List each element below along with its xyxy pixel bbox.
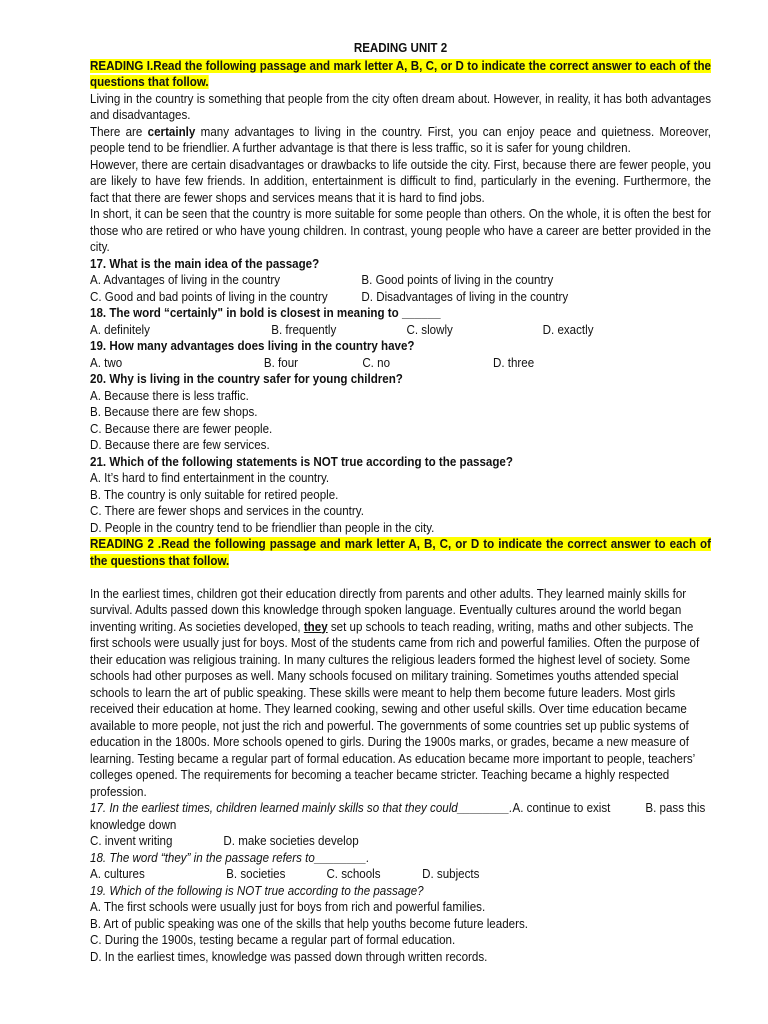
r1-q17-option-b: B. Good points of living in the country <box>361 273 554 287</box>
spacer <box>90 569 711 586</box>
r2-q17-option-b: B. pass this knowledge down <box>90 801 706 832</box>
r2-question-17-line <box>90 800 711 833</box>
reading1-paragraph-2 <box>90 124 711 157</box>
r1-question-21: 21. Which of the following statements is NOT true according to the passage? <box>90 454 513 469</box>
r1-q18-option-d: D. exactly <box>542 322 594 337</box>
r1-q19-option-a: A. two <box>90 355 123 370</box>
r1-q17-options-row-2 <box>90 289 711 306</box>
r1-q17-options-row-1 <box>90 272 711 289</box>
r2-q17-options-row <box>90 833 711 850</box>
r1-q19-option-c: C. no <box>362 355 391 370</box>
r2-question-19: 19. Which of the following is NOT true according to the passage? <box>90 883 424 898</box>
r1-q21-option-d: D. People in the country tend to be friendlier than people in the city. <box>90 520 435 535</box>
r1-q18-options <box>90 322 711 339</box>
r1-q19-options <box>90 355 711 372</box>
reading1-paragraph-4: In short, it can be seen that the country is more suitable for some people than others. On the whole, it is often the best for those who are retired or who have young children. In contrast, young people who have a career are better provided in the city. <box>90 207 711 254</box>
r2-q18-option-a: A. cultures <box>90 867 145 881</box>
r1-q20-option-d: D. Because there are few services. <box>90 438 270 452</box>
r2-question-17: 17. In the earliest times, children learned mainly skills so that they could________. <box>90 801 513 815</box>
r1-q17-option-c: C. Good and bad points of living in the country <box>90 289 328 304</box>
r1-q17-option-a: A. Advantages of living in the country <box>90 273 281 287</box>
r1-q21-option-a: A. It’s hard to find entertainment in the country. <box>90 471 330 485</box>
r2-q18-option-c: C. schools <box>326 867 381 881</box>
reading2-instruction-text: READING 2 .Read the following passage and mark letter A, B, C, or D to indicate the correct answer to each of the questions that follow. <box>90 537 711 568</box>
r1-q20-option-a: A. Because there is less traffic. <box>90 388 249 403</box>
r1-q18-option-c: C. slowly <box>406 322 453 337</box>
r1-q21-option-b: B. The country is only suitable for retired people. <box>90 487 339 502</box>
reading1-instruction <box>90 58 711 91</box>
reading2-passage <box>90 586 711 801</box>
r1-q20-option-c: C. Because there are fewer people. <box>90 421 273 436</box>
reading2-passage-they: they <box>303 619 328 634</box>
r1-question-17: 17. What is the main idea of the passage? <box>90 256 320 271</box>
r2-q19-option-d: D. In the earliest times, knowledge was passed down through written records. <box>90 949 488 964</box>
r2-q18-option-b: B. societies <box>226 867 286 881</box>
r1-q18-option-a: A. definitely <box>90 322 150 337</box>
page-title: READING UNIT 2 <box>353 41 448 55</box>
reading2-passage-pre: In the earliest times, children got their education directly from parents and other adults. They learned mainly skills for survival. Adults passed down this knowledge through spoken language. Eventually cultures around the world began inventing writing. As societies developed, <box>90 586 687 634</box>
reading1-instruction-text: READING I.Read the following passage and mark letter A, B, C, or D to indicate the correct answer to each of the questions that follow. <box>90 58 711 89</box>
reading2-instruction <box>90 536 711 569</box>
document-content <box>90 40 711 965</box>
reading1-paragraph-1: Living in the country is something that people from the city often dream about. However, in reality, it has both advantages and disadvantages. <box>90 91 711 122</box>
r2-question-18: 18. The word “they” in the passage refers to________. <box>90 850 370 865</box>
reading1-p2-post: many advantages to living in the country. First, you can enjoy peace and quietness. Moreover, people tend to be friendlier. A further advantage is that there is less traffic, so it is safer for young children. <box>90 124 712 155</box>
r1-q21-option-c: C. There are fewer shops and services in the country. <box>90 504 364 518</box>
reading2-passage-post: set up schools to teach reading, writing, maths and other subjects. The first schools were usually just for boys. Most of the students came from rich and powerful families. Often the purpose of their education was religious training. In many cultures the religious leaders formed the highest level of society. Some schools had other purposes as well. Many schools focused on military training. Sometimes youths attended special schools to learn the art of public speaking. These skills were meant to help them become future leaders. Most girls received their education at home. They learned cooking, sewing and other useful skills. Over time education became available to more people, not just the rich and powerful. The governments of some countries set up public systems of education in the 1800s. More schools opened to girls. During the 1900s marks, or grades, became a new measure of learning. Testing became a regular part of formal education. As education became more important to people, teachers’ colleges opened. The requirements for becoming a teacher became stricter. Teaching became a highly respected profession. <box>90 619 700 799</box>
r1-q20-option-b: B. Because there are few shops. <box>90 405 258 419</box>
r1-q19-option-b: B. four <box>263 355 299 370</box>
r1-question-19: 19. How many advantages does living in the country have? <box>90 339 415 353</box>
r2-q17-option-a: A. continue to exist <box>512 801 611 815</box>
r2-q17-option-c: C. invent writing <box>90 834 173 848</box>
r2-q19-option-c: C. During the 1900s, testing became a regular part of formal education. <box>90 933 456 947</box>
r2-q17-option-d: D. make societies develop <box>223 834 359 848</box>
r2-q19-option-b: B. Art of public speaking was one of the skills that help youths become future leaders. <box>90 916 528 931</box>
r1-q19-option-d: D. three <box>492 355 535 370</box>
reading1-paragraph-3: However, there are certain disadvantages or drawbacks to life outside the city. First, because there are fewer people, you are likely to have few friends. In addition, entertainment is difficult to find, particularly in the evening. Furthermore, the fact that there are fewer shops and services means that it is hard to find jobs. <box>90 157 711 205</box>
r2-q18-options <box>90 866 711 883</box>
r1-question-18: 18. The word “certainly" in bold is closest in meaning to ______ <box>90 306 441 320</box>
r1-question-20: 20. Why is living in the country safer for young children? <box>90 372 403 386</box>
r1-q17-option-d: D. Disadvantages of living in the country <box>361 289 569 304</box>
r2-q19-option-a: A. The first schools were usually just for boys from rich and powerful families. <box>90 900 486 914</box>
r1-q18-option-b: B. frequently <box>271 322 337 337</box>
r2-q18-option-d: D. subjects <box>422 867 480 881</box>
reading1-p2-pre: There are <box>90 124 148 139</box>
reading1-p2-bold-word: certainly <box>147 124 196 139</box>
